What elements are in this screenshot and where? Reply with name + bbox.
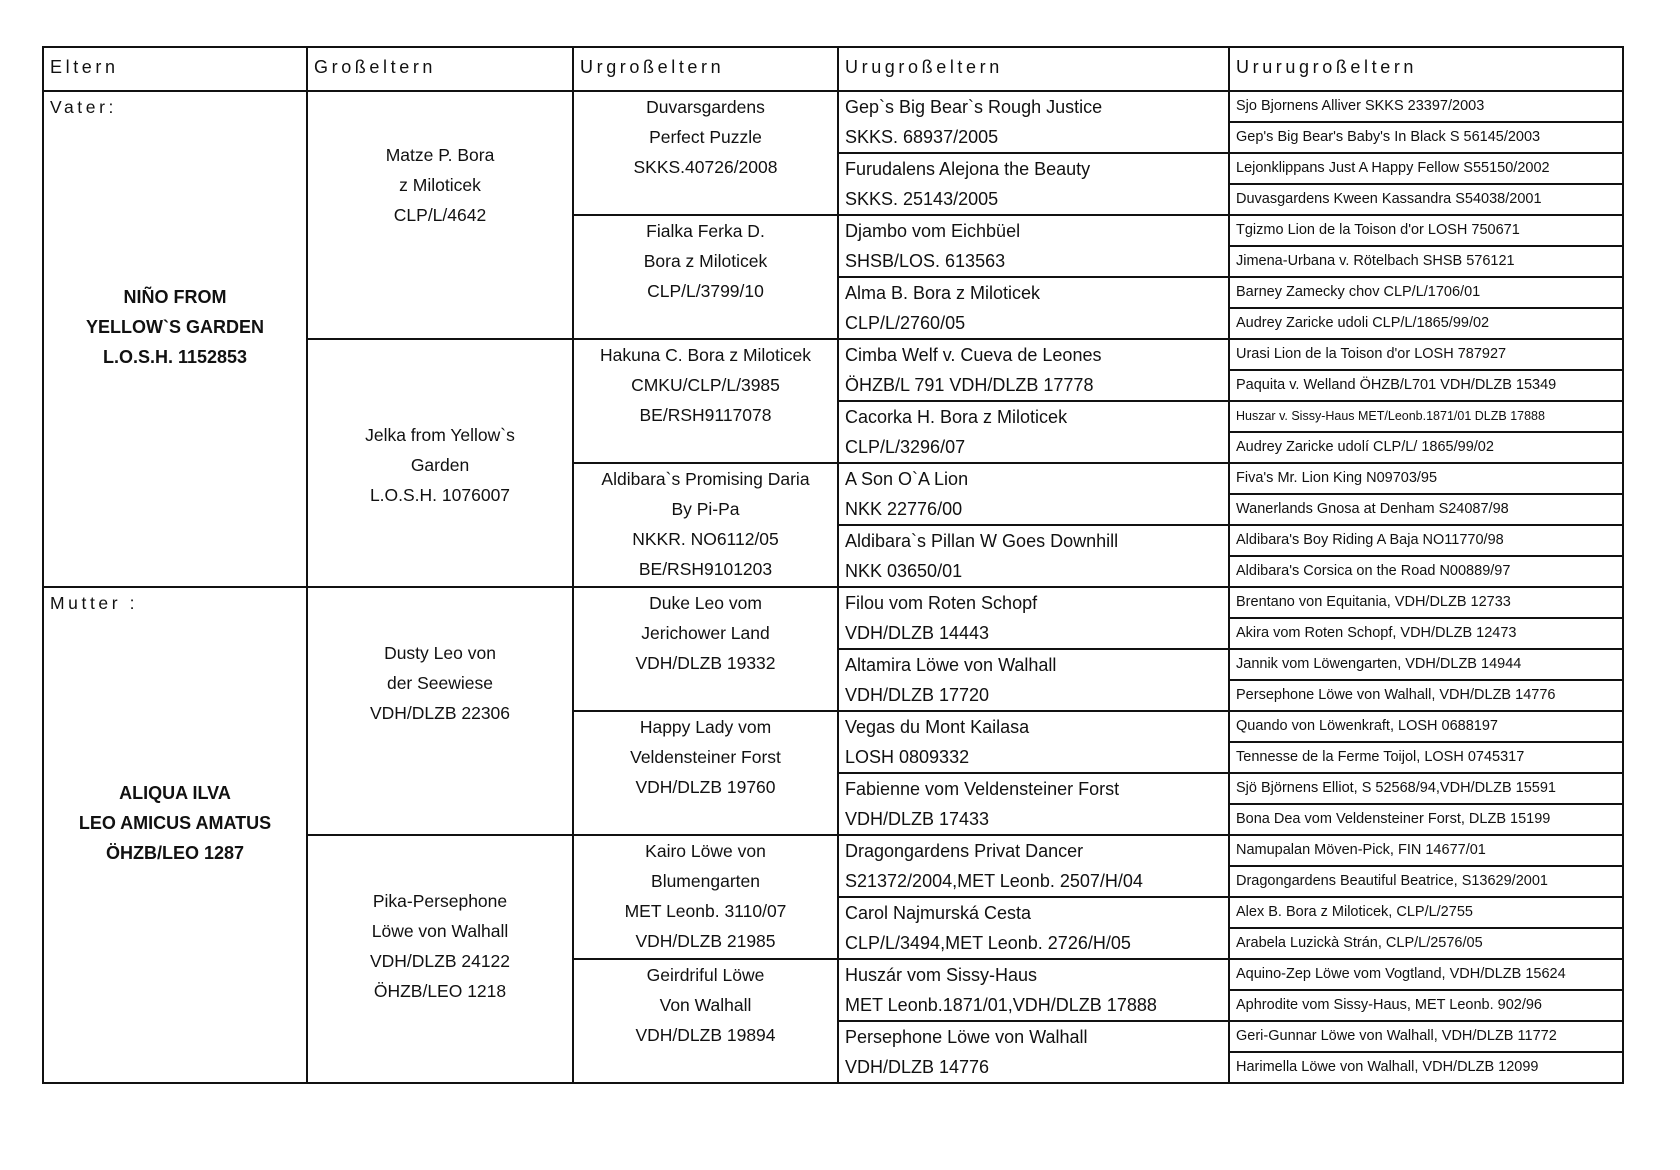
pedigree-body: [43, 91, 1623, 1083]
great-great-great-grandparent-cell: Huszar v. Sissy-Haus MET/Leonb.1871/01 DLZB 17888: [1229, 401, 1623, 432]
great-great-grandparent-name: [845, 960, 1228, 1020]
great-great-great-grandparent-cell: Namupalan Möven-Pick, FIN 14677/01: [1229, 835, 1623, 866]
father-gp2-cell: [307, 339, 573, 587]
great-grandparent-name: [574, 92, 837, 182]
great-great-grandparent-name: [845, 712, 1228, 772]
father-name-line: YELLOW`S GARDEN: [86, 317, 264, 337]
great-grandparent-name-line: MET Leonb. 3110/07: [624, 901, 787, 921]
pedigree-table: [42, 46, 1624, 1084]
mother-gp2-ggp2-cell: [573, 959, 838, 1083]
great-grandparent-name: [574, 712, 837, 802]
great-grandparent-name-line: VDH/DLZB 21985: [635, 931, 776, 951]
header-urugrosseltern: Urugroßeltern: [838, 47, 1229, 91]
great-grandparent-name-line: Jerichower Land: [641, 623, 770, 643]
great-great-grandparent-cell: [838, 711, 1229, 773]
father-gp1-ggp1-cell: [573, 91, 838, 215]
great-grandparent-name-line: By Pi-Pa: [671, 499, 740, 519]
great-great-great-grandparent-cell: Aphrodite vom Sissy-Haus, MET Leonb. 902/96: [1229, 990, 1623, 1021]
great-great-grandparent-name-line: Cimba Welf v. Cueva de Leones: [845, 345, 1102, 365]
great-great-grandparent-name: [845, 588, 1228, 648]
great-grandparent-name-line: Duke Leo vom: [649, 593, 762, 613]
great-grandparent-name-line: NKKR. NO6112/05: [632, 529, 779, 549]
great-great-grandparent-name-line: Alma B. Bora z Miloticek: [845, 283, 1041, 303]
great-great-grandparent-name: [845, 402, 1228, 462]
great-great-grandparent-cell: [838, 153, 1229, 215]
great-great-grandparent-name-line: CLP/L/2760/05: [845, 313, 966, 333]
great-great-great-grandparent-cell: Tennesse de la Ferme Toijol, LOSH 0745317: [1229, 742, 1623, 773]
great-great-grandparent-name-line: Djambo vom Eichbüel: [845, 221, 1021, 241]
great-great-grandparent-name-line: VDH/DLZB 17433: [845, 809, 990, 829]
great-grandparent-name-line: Duvarsgardens: [646, 97, 765, 117]
great-great-grandparent-cell: [838, 401, 1229, 463]
great-great-great-grandparent-cell: Barney Zamecky chov CLP/L/1706/01: [1229, 277, 1623, 308]
great-great-grandparent-name-line: Aldibara`s Pillan W Goes Downhill: [845, 531, 1119, 551]
great-great-great-grandparent-cell: Bona Dea vom Veldensteiner Forst, DLZB 15199: [1229, 804, 1623, 835]
mother-gp1-cell: [307, 587, 573, 835]
great-great-great-grandparent-cell: Alex B. Bora z Miloticek, CLP/L/2755: [1229, 897, 1623, 928]
great-grandparent-name-line: BE/RSH9101203: [638, 559, 773, 579]
great-great-great-grandparent-cell: Harimella Löwe von Walhall, VDH/DLZB 12099: [1229, 1052, 1623, 1083]
father-label: Vater:: [50, 97, 117, 117]
mother-name-line: ÖHZB/LEO 1287: [105, 843, 245, 863]
grandparent-name-line: Matze P. Bora: [385, 145, 495, 165]
grandparent-name: [308, 836, 572, 1006]
great-great-great-grandparent-cell: Sjö Björnens Elliot, S 52568/94,VDH/DLZB 15591: [1229, 773, 1623, 804]
great-great-great-grandparent-cell: Urasi Lion de la Toison d'or LOSH 787927: [1229, 339, 1623, 370]
great-grandparent-name-line: Blumengarten: [651, 871, 760, 891]
mother-label: Mutter :: [50, 593, 139, 613]
great-great-grandparent-name: [845, 340, 1228, 400]
great-great-grandparent-name: [845, 1022, 1228, 1082]
grandparent-name-line: z Miloticek: [399, 175, 481, 195]
great-great-great-grandparent-cell: Aldibara's Boy Riding A Baja NO11770/98: [1229, 525, 1623, 556]
great-great-grandparent-name-line: S21372/2004,MET Leonb. 2507/H/04: [845, 871, 1143, 891]
grandparent-name: [308, 92, 572, 230]
great-grandparent-name-line: Hakuna C. Bora z Miloticek: [599, 345, 812, 365]
great-great-grandparent-name-line: SHSB/LOS. 613563: [845, 251, 1006, 271]
great-great-great-grandparent-cell: Brentano von Equitania, VDH/DLZB 12733: [1229, 587, 1623, 618]
mother-name-line: ALIQUA ILVA: [119, 783, 231, 803]
great-great-grandparent-name-line: CLP/L/3494,MET Leonb. 2726/H/05: [845, 933, 1131, 953]
great-great-grandparent-name-line: Altamira Löwe von Walhall: [845, 655, 1057, 675]
header-grosseltern: Großeltern: [307, 47, 573, 91]
great-great-grandparent-name: [845, 464, 1228, 524]
great-grandparent-name: [574, 216, 837, 306]
great-great-grandparent-name-line: Huszár vom Sissy-Haus: [845, 965, 1038, 985]
great-great-grandparent-name-line: A Son O`A Lion: [845, 469, 969, 489]
mother-cell: [43, 587, 307, 1083]
great-great-grandparent-name: [845, 216, 1228, 276]
great-grandparent-name-line: Geirdriful Löwe: [646, 965, 765, 985]
great-great-grandparent-cell: [838, 277, 1229, 339]
great-great-great-grandparent-cell: Wanerlands Gnosa at Denham S24087/98: [1229, 494, 1623, 525]
great-great-grandparent-name-line: LOSH 0809332: [845, 747, 970, 767]
great-great-great-grandparent-cell: Arabela Luzickà Strán, CLP/L/2576/05: [1229, 928, 1623, 959]
great-great-great-grandparent-cell: Duvasgardens Kween Kassandra S54038/2001: [1229, 184, 1623, 215]
mother-name-line: LEO AMICUS AMATUS: [78, 813, 272, 833]
great-great-grandparent-name-line: Cacorka H. Bora z Miloticek: [845, 407, 1068, 427]
great-grandparent-name-line: VDH/DLZB 19760: [635, 777, 776, 797]
great-great-grandparent-name: [845, 526, 1228, 586]
great-great-great-grandparent-cell: Gep's Big Bear's Baby's In Black S 56145/2003: [1229, 122, 1623, 153]
great-grandparent-name-line: Aldibara`s Promising Daria: [601, 469, 810, 489]
great-great-grandparent-name-line: VDH/DLZB 17720: [845, 685, 990, 705]
header-urgrosseltern: Urgroßeltern: [573, 47, 838, 91]
great-grandparent-name-line: CLP/L/3799/10: [647, 281, 764, 301]
great-grandparent-name-line: Von Walhall: [659, 995, 752, 1015]
great-great-great-grandparent-cell: Fiva's Mr. Lion King N09703/95: [1229, 463, 1623, 494]
mother-gp2-cell: [307, 835, 573, 1083]
mother-gp1-ggp1-cell: [573, 587, 838, 711]
father-gp2-ggp1-cell: [573, 339, 838, 463]
great-great-grandparent-name-line: Furudalens Alejona the Beauty: [845, 159, 1091, 179]
great-great-grandparent-name: [845, 154, 1228, 214]
great-great-grandparent-name-line: SKKS. 68937/2005: [845, 127, 999, 147]
great-great-great-grandparent-cell: Dragongardens Beautiful Beatrice, S13629/2001: [1229, 866, 1623, 897]
father-gp2-ggp2-cell: [573, 463, 838, 587]
mother-gp1-ggp2-cell: [573, 711, 838, 835]
grandparent-name: [308, 340, 572, 510]
grandparent-name: [308, 588, 572, 728]
great-great-grandparent-name-line: SKKS. 25143/2005: [845, 189, 999, 209]
great-great-grandparent-cell: [838, 1021, 1229, 1083]
great-great-grandparent-cell: [838, 463, 1229, 525]
great-great-grandparent-name-line: NKK 22776/00: [845, 499, 963, 519]
great-grandparent-name-line: CMKU/CLP/L/3985: [631, 375, 780, 395]
great-grandparent-name: [574, 960, 837, 1050]
great-great-grandparent-name-line: Dragongardens Privat Dancer: [845, 841, 1084, 861]
great-great-great-grandparent-cell: Aquino-Zep Löwe vom Vogtland, VDH/DLZB 15624: [1229, 959, 1623, 990]
grandparent-name-line: L.O.S.H. 1076007: [369, 485, 511, 505]
great-great-grandparent-name-line: ÖHZB/L 791 VDH/DLZB 17778: [845, 375, 1094, 395]
great-great-grandparent-name-line: Filou vom Roten Schopf: [845, 593, 1038, 613]
great-great-great-grandparent-cell: Geri-Gunnar Löwe von Walhall, VDH/DLZB 11772: [1229, 1021, 1623, 1052]
great-grandparent-name: [574, 340, 837, 430]
great-great-grandparent-name: [845, 278, 1228, 338]
grandparent-name-line: Garden: [410, 455, 470, 475]
great-great-grandparent-name: [845, 836, 1228, 896]
header-ururugrosseltern: Ururugroßeltern: [1229, 47, 1623, 91]
grandparent-name-line: VDH/DLZB 24122: [369, 951, 511, 971]
great-great-grandparent-name-line: VDH/DLZB 14776: [845, 1057, 990, 1077]
father-name: [44, 92, 306, 372]
great-grandparent-name: [574, 836, 837, 956]
header-eltern: Eltern: [43, 47, 307, 91]
great-grandparent-name-line: BE/RSH9117078: [639, 405, 772, 425]
great-great-great-grandparent-cell: Aldibara's Corsica on the Road N00889/97: [1229, 556, 1623, 587]
father-name-line: NIÑO FROM: [123, 287, 227, 307]
great-grandparent-name: [574, 588, 837, 678]
mother-name: [44, 588, 306, 868]
great-grandparent-name-line: Bora z Miloticek: [643, 251, 768, 271]
great-great-grandparent-cell: [838, 525, 1229, 587]
great-grandparent-name-line: Perfect Puzzle: [649, 127, 762, 147]
great-great-grandparent-name: [845, 898, 1228, 958]
father-cell: [43, 91, 307, 587]
grandparent-name-line: Pika-Persephone: [372, 891, 508, 911]
great-great-grandparent-cell: [838, 587, 1229, 649]
great-great-grandparent-name: [845, 92, 1228, 152]
great-great-grandparent-cell: [838, 959, 1229, 1021]
great-great-grandparent-cell: [838, 773, 1229, 835]
great-great-great-grandparent-cell: Audrey Zaricke udolí CLP/L/ 1865/99/02: [1229, 432, 1623, 463]
great-great-grandparent-name-line: Fabienne vom Veldensteiner Forst: [845, 779, 1120, 799]
grandparent-name-line: Jelka from Yellow`s: [365, 425, 515, 445]
great-great-great-grandparent-cell: Tgizmo Lion de la Toison d'or LOSH 750671: [1229, 215, 1623, 246]
great-great-grandparent-cell: [838, 339, 1229, 401]
great-great-great-grandparent-cell: Lejonklippans Just A Happy Fellow S55150/2002: [1229, 153, 1623, 184]
great-great-grandparent-name-line: Persephone Löwe von Walhall: [845, 1027, 1088, 1047]
great-great-grandparent-cell: [838, 835, 1229, 897]
great-grandparent-name-line: Happy Lady vom: [639, 717, 772, 737]
great-great-grandparent-name: [845, 650, 1228, 710]
pedigree-row: [43, 91, 1623, 122]
great-great-great-grandparent-cell: Jannik vom Löwengarten, VDH/DLZB 14944: [1229, 649, 1623, 680]
grandparent-name-line: der Seewiese: [386, 673, 494, 693]
great-grandparent-name-line: VDH/DLZB 19894: [635, 1025, 776, 1045]
great-great-great-grandparent-cell: Paquita v. Welland ÖHZB/L701 VDH/DLZB 15349: [1229, 370, 1623, 401]
great-great-grandparent-cell: [838, 649, 1229, 711]
great-great-grandparent-name-line: MET Leonb.1871/01,VDH/DLZB 17888: [845, 995, 1157, 1015]
great-grandparent-name-line: Kairo Löwe von: [645, 841, 766, 861]
pedigree-row: [43, 587, 1623, 618]
great-great-grandparent-name-line: Gep`s Big Bear`s Rough Justice: [845, 97, 1103, 117]
great-grandparent-name-line: Fialka Ferka D.: [646, 221, 765, 241]
father-gp1-cell: [307, 91, 573, 339]
great-great-great-grandparent-cell: Persephone Löwe von Walhall, VDH/DLZB 14776: [1229, 680, 1623, 711]
great-great-grandparent-name: [845, 774, 1228, 834]
great-great-grandparent-name-line: VDH/DLZB 14443: [845, 623, 990, 643]
great-great-grandparent-name-line: Carol Najmurská Cesta: [845, 903, 1032, 923]
great-grandparent-name-line: SKKS.40726/2008: [633, 157, 778, 177]
great-grandparent-name-line: VDH/DLZB 19332: [635, 653, 776, 673]
great-great-great-grandparent-cell: Sjo Bjornens Alliver SKKS 23397/2003: [1229, 91, 1623, 122]
grandparent-name-line: Dusty Leo von: [384, 643, 496, 663]
great-grandparent-name-line: Veldensteiner Forst: [630, 747, 781, 767]
great-great-grandparent-name-line: NKK 03650/01: [845, 561, 963, 581]
header-row: [43, 47, 1623, 91]
grandparent-name-line: CLP/L/4642: [393, 205, 487, 225]
father-name-line: L.O.S.H. 1152853: [102, 347, 248, 367]
grandparent-name-line: Löwe von Walhall: [371, 921, 509, 941]
great-great-great-grandparent-cell: Quando von Löwenkraft, LOSH 0688197: [1229, 711, 1623, 742]
great-grandparent-name: [574, 464, 837, 584]
grandparent-name-line: VDH/DLZB 22306: [369, 703, 511, 723]
great-great-great-grandparent-cell: Audrey Zaricke udoli CLP/L/1865/99/02: [1229, 308, 1623, 339]
great-great-grandparent-cell: [838, 897, 1229, 959]
mother-gp2-ggp1-cell: [573, 835, 838, 959]
great-great-grandparent-cell: [838, 91, 1229, 153]
great-great-great-grandparent-cell: Akira vom Roten Schopf, VDH/DLZB 12473: [1229, 618, 1623, 649]
great-great-great-grandparent-cell: Jimena-Urbana v. Rötelbach SHSB 576121: [1229, 246, 1623, 277]
great-great-grandparent-cell: [838, 215, 1229, 277]
grandparent-name-line: ÖHZB/LEO 1218: [373, 981, 507, 1001]
great-great-grandparent-name-line: CLP/L/3296/07: [845, 437, 966, 457]
father-gp1-ggp2-cell: [573, 215, 838, 339]
great-great-grandparent-name-line: Vegas du Mont Kailasa: [845, 717, 1030, 737]
